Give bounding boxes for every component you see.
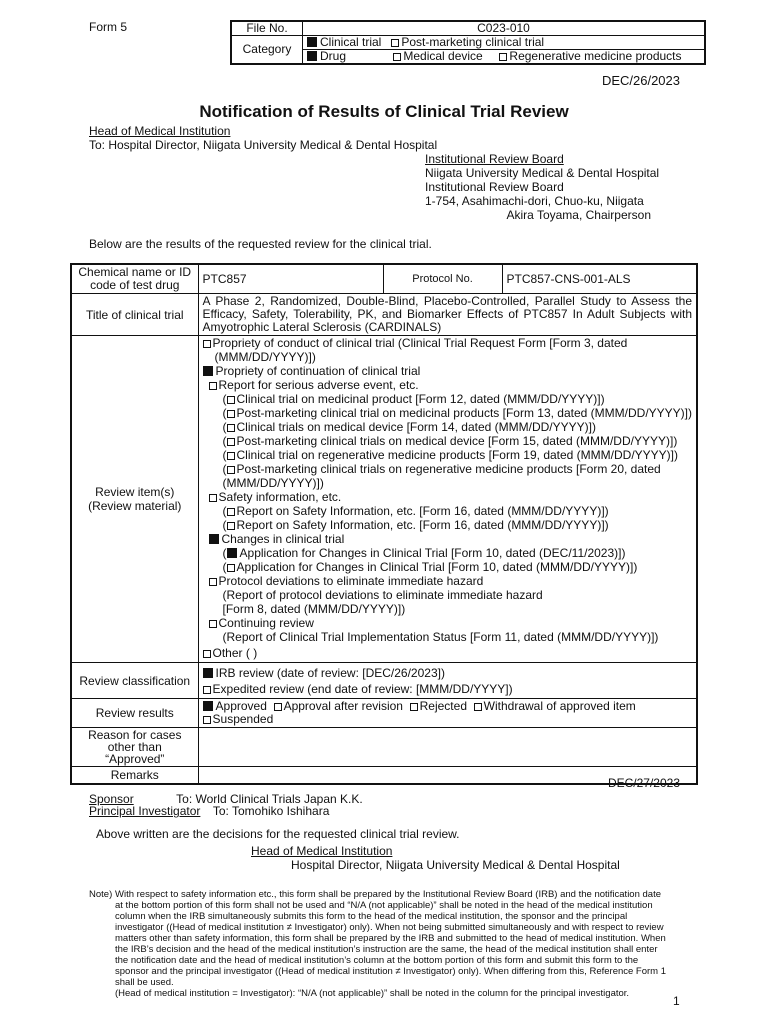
unchecked-box-icon: [410, 703, 418, 711]
unchecked-box-icon: [227, 522, 235, 530]
review-item: Safety information, etc.: [203, 490, 692, 504]
reason-value: [198, 728, 697, 767]
unchecked-box-icon: [391, 39, 399, 47]
checked-box-icon: [209, 534, 219, 544]
irb-chair: Akira Toyama, Chairperson: [506, 208, 651, 222]
unchecked-box-icon: [227, 410, 235, 418]
checked-box-icon: [203, 366, 213, 376]
pi-value: To: Tomohiko Ishihara: [212, 804, 330, 818]
note-text: [89, 889, 689, 999]
review-item: Other ( ): [203, 646, 692, 660]
sponsor-label: Sponsor: [89, 792, 134, 806]
review-items-label: Review item(s) (Review material): [71, 336, 198, 663]
unchecked-box-icon: [227, 424, 235, 432]
checked-box-icon: [203, 701, 213, 711]
title-value: A Phase 2, Randomized, Double-Blind, Placebo-Controlled, Parallel Study to Assess the Efficacy, Safety, Tolerability, PK, and Biomarker Effects of PTC857 In Adult Subjects with Amyotrophic Lateral Sclerosis (CARDINALS): [198, 294, 697, 336]
protocol-value: PTC857-CNS-001-ALS: [502, 264, 697, 294]
irb-line: 1-754, Asahimachi-dori, Chuo-ku, Niigata: [425, 194, 644, 208]
irb-line: Niigata University Medical & Dental Hospital: [425, 166, 660, 180]
form-label: Form 5: [89, 20, 128, 34]
note-line: column when the IRB simultaneously submits this form to the head of the medical institution, the sponsor and the principal: [115, 911, 628, 922]
review-item: (Report of Clinical Trial Implementation Status [Form 11, dated (MMM/DD/YYYY)]): [222, 630, 659, 644]
review-item: Propriety of conduct of clinical trial (Clinical Trial Request Form [Form 3, dated: [203, 336, 692, 350]
results-list: Approved Approval after revision Rejected Withdrawal of approved item Suspended: [198, 699, 697, 728]
unchecked-box-icon: [203, 340, 211, 348]
review-item: ( Report on Safety Information, etc. [Form 16, dated (MMM/DD/YYYY)]): [222, 518, 609, 532]
unchecked-box-icon: [393, 53, 401, 61]
irb-heading: Institutional Review Board: [425, 152, 564, 166]
results-label: Review results: [71, 699, 198, 728]
unchecked-box-icon: [209, 578, 217, 586]
unchecked-box-icon: [203, 716, 211, 724]
unchecked-box-icon: [203, 650, 211, 658]
sponsor-value: To: World Clinical Trials Japan K.K.: [176, 792, 363, 806]
review-item: Protocol deviations to eliminate immediate hazard: [203, 574, 692, 588]
checked-box-icon: [227, 548, 237, 558]
category-label: Category: [231, 36, 303, 65]
review-class-list: [198, 663, 697, 699]
date-bottom: DEC/27/2023: [607, 776, 680, 790]
review-table: [70, 263, 698, 785]
unchecked-box-icon: [209, 494, 217, 502]
review-item: (MMM/DD/YYYY)]): [222, 476, 324, 490]
review-item: ( Clinical trial on medicinal product [Form 12, dated (MMM/DD/YYYY)]): [222, 392, 605, 406]
review-item: ( Clinical trial on regenerative medicine products [Form 19, dated (MMM/DD/YYYY)]): [222, 448, 679, 462]
review-item: ( Post-marketing clinical trials on medical device [Form 15, dated (MMM/DD/YYYY)]): [222, 434, 678, 448]
review-items-list: [198, 336, 697, 663]
unchecked-box-icon: [209, 620, 217, 628]
unchecked-box-icon: [227, 452, 235, 460]
checked-box-icon: [307, 51, 317, 61]
unchecked-box-icon: [474, 703, 482, 711]
review-item: Propriety of continuation of clinical trial: [203, 364, 692, 378]
review-item: ( Post-marketing clinical trial on medicinal products [Form 13, dated (MMM/DD/YYYY)]): [222, 406, 692, 420]
checked-box-icon: [203, 668, 213, 678]
title-label: Title of clinical trial: [71, 294, 198, 336]
review-item: Changes in clinical trial: [203, 532, 692, 546]
decision-text: Above written are the decisions for the requested clinical trial review.: [96, 827, 460, 841]
unchecked-box-icon: [227, 396, 235, 404]
to-heading: Head of Medical Institution: [89, 124, 231, 138]
pi-label: Principal Investigator: [89, 804, 201, 818]
review-item: Continuing review: [203, 616, 692, 630]
review-class-item: Expedited review (end date of review: [MMM/DD/YYYY]): [203, 681, 692, 697]
note-line: With respect to safety information etc., this form shall be prepared by the Institutional Review Board (IRB) and the notification date: [115, 889, 661, 900]
file-no-label: File No.: [231, 21, 303, 36]
note-line: shall be used.: [115, 977, 174, 988]
note-line: the IRB’s decision and the head of the medical institution’s instruction are the same, the head of the medical institution shall enter: [115, 944, 658, 955]
intro-text: Below are the results of the requested review for the clinical trial.: [89, 237, 432, 251]
page-title: Notification of Results of Clinical Trial Review: [199, 102, 569, 121]
to-block: [89, 124, 437, 152]
review-item: (MMM/DD/YYYY)]): [214, 350, 316, 364]
review-item: Report for serious adverse event, etc.: [203, 378, 692, 392]
irb-block: [425, 152, 665, 222]
unchecked-box-icon: [499, 53, 507, 61]
header-table: [230, 20, 706, 65]
review-item: [Form 8, dated (MMM/DD/YYYY)]): [222, 602, 406, 616]
review-item: ( Application for Changes in Clinical Trial [Form 10, dated (DEC/11/2023)]): [222, 546, 626, 560]
chem-label: Chemical name or ID code of test drug: [71, 264, 198, 294]
note-prefix: Note): [89, 889, 113, 900]
review-item: ( Report on Safety Information, etc. [Form 16, dated (MMM/DD/YYYY)]): [222, 504, 609, 518]
review-item: ( Post-marketing clinical trials on regenerative medicine products [Form 20, dated: [222, 462, 661, 476]
date-top: DEC/26/2023: [601, 73, 680, 88]
note-line: the notification date and the head of medical institution’s column at the bottom portion of this form and submit this form to the: [115, 955, 639, 966]
review-class-label: Review classification: [71, 663, 198, 699]
unchecked-box-icon: [227, 438, 235, 446]
remarks-label: Remarks: [71, 767, 198, 785]
file-no-value: C023-010: [303, 21, 706, 36]
note-line: investigator ((Head of medical institution ≠ Investigator) only). When not being submitted simultaneously and with respect to review: [115, 922, 664, 933]
review-item: ( Clinical trials on medical device [Form 14, dated (MMM/DD/YYYY)]): [222, 420, 596, 434]
unchecked-box-icon: [227, 564, 235, 572]
to-line: To: Hospital Director, Niigata University Medical & Dental Hospital: [89, 138, 438, 152]
note-block: [89, 889, 689, 999]
unchecked-box-icon: [203, 686, 211, 694]
unchecked-box-icon: [274, 703, 282, 711]
note-line: matters other than safety information, this form shall be prepared by the IRB and submitted to the head of medical institution. When: [115, 933, 666, 944]
reason-label: Reason for cases other than “Approved”: [71, 728, 198, 767]
decision-line: Hospital Director, Niigata University Medical & Dental Hospital: [291, 858, 620, 872]
category-row-1: Clinical trial Post-marketing clinical trial: [303, 36, 706, 50]
review-item: ( Application for Changes in Clinical Trial [Form 10, dated (MMM/DD/YYYY)]): [222, 560, 638, 574]
note-line: at the bottom portion of this form shall not be used and “N/A (not applicable)” shall be noted in the head of the medical institution: [115, 900, 653, 911]
protocol-label: Protocol No.: [383, 264, 502, 294]
review-class-item: IRB review (date of review: [DEC/26/2023]): [203, 665, 692, 681]
decision-head: Head of Medical Institution: [251, 844, 393, 858]
note-line: (Head of medical institution = Investigator): “N/A (not applicable)” shall be noted in the column for the principal investigator.: [115, 988, 630, 999]
unchecked-box-icon: [227, 508, 235, 516]
pi-line: [89, 804, 329, 818]
page-number: 1: [673, 994, 680, 1008]
irb-line: Institutional Review Board: [425, 180, 564, 194]
chem-value: PTC857: [198, 264, 383, 294]
category-row-2: Drug Medical device Regenerative medicine products: [303, 50, 706, 65]
checked-box-icon: [307, 37, 317, 47]
unchecked-box-icon: [227, 466, 235, 474]
unchecked-box-icon: [209, 382, 217, 390]
review-item: (Report of protocol deviations to eliminate immediate hazard: [222, 588, 543, 602]
note-line: sponsor and the principal investigator ((Head of medical institution ≠ Investigator) only). When differing from this, Reference Form 1: [115, 966, 667, 977]
